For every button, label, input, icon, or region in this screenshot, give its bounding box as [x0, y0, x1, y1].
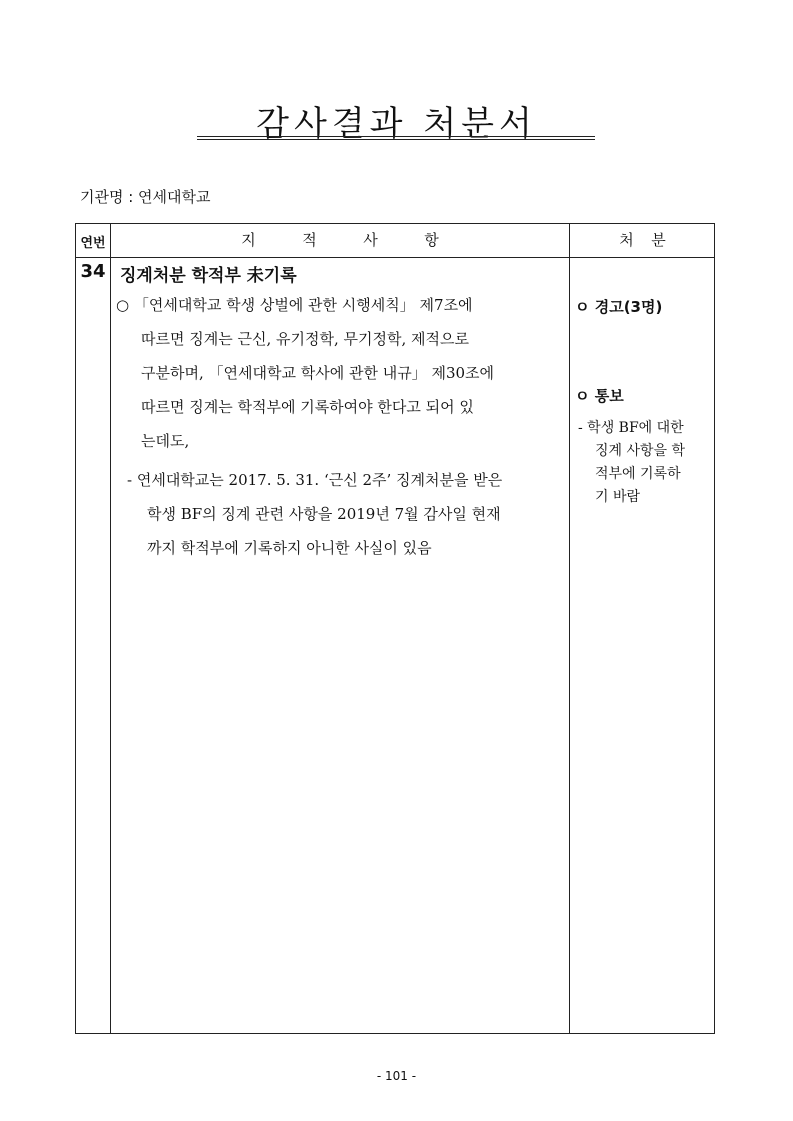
table-divider-disposition — [569, 223, 570, 1034]
table-header-divider — [75, 257, 715, 258]
header-findings-char: 항 — [424, 231, 439, 249]
paragraph-line: 따르면 징계는 근신, 유기정학, 무기정학, 제적으로 — [141, 330, 469, 348]
table-divider-no — [110, 223, 111, 1034]
header-disposition-char: 처 — [619, 231, 634, 249]
paragraph-line: ○ 「연세대학교 학생 상벌에 관한 시행세칙」 제7조에 — [116, 296, 473, 314]
header-disposition-char: 분 — [651, 231, 666, 249]
header-findings-char: 사 — [363, 231, 378, 249]
header-no: 연번 — [80, 236, 106, 251]
notice-line: 기 바람 — [595, 489, 641, 505]
finding-line: 까지 학적부에 기록하지 아니한 사실이 있음 — [147, 539, 432, 557]
header-findings — [111, 229, 569, 250]
page-title: 감사결과 처분서 — [256, 104, 537, 144]
header-disposition — [570, 229, 715, 250]
paragraph-line: 따르면 징계는 학적부에 기록하여야 한다고 되어 있 — [141, 398, 474, 416]
disposition-warning: ㅇ 경고(3명) — [575, 298, 663, 316]
paragraph-line: 는데도, — [141, 432, 190, 450]
row-number: 34 — [80, 261, 106, 282]
title-underline — [197, 136, 595, 137]
finding-line: 학생 BF의 징계 관련 사항을 2019년 7월 감사일 현재 — [147, 505, 501, 523]
finding-line: - 연세대학교는 2017. 5. 31. ‘근신 2주’ 징계처분을 받은 — [127, 471, 503, 489]
title-underline-double — [197, 139, 595, 140]
header-findings-char: 적 — [302, 231, 317, 249]
org-name: 기관명 : 연세대학교 — [80, 188, 211, 206]
header-findings-char: 지 — [241, 231, 256, 249]
paragraph-line: 구분하며, 「연세대학교 학사에 관한 내규」 제30조에 — [141, 364, 495, 382]
notice-line: 징계 사항을 학 — [595, 443, 686, 459]
page-number: - 101 - — [376, 1069, 417, 1083]
notice-line: 적부에 기록하 — [595, 466, 681, 482]
table-border-right — [714, 223, 715, 1034]
notice-line: - 학생 BF에 대한 — [578, 420, 684, 436]
table-border-left — [75, 223, 76, 1034]
case-title: 징계처분 학적부 未기록 — [120, 266, 297, 286]
disposition-notice: ㅇ 통보 — [575, 387, 624, 405]
